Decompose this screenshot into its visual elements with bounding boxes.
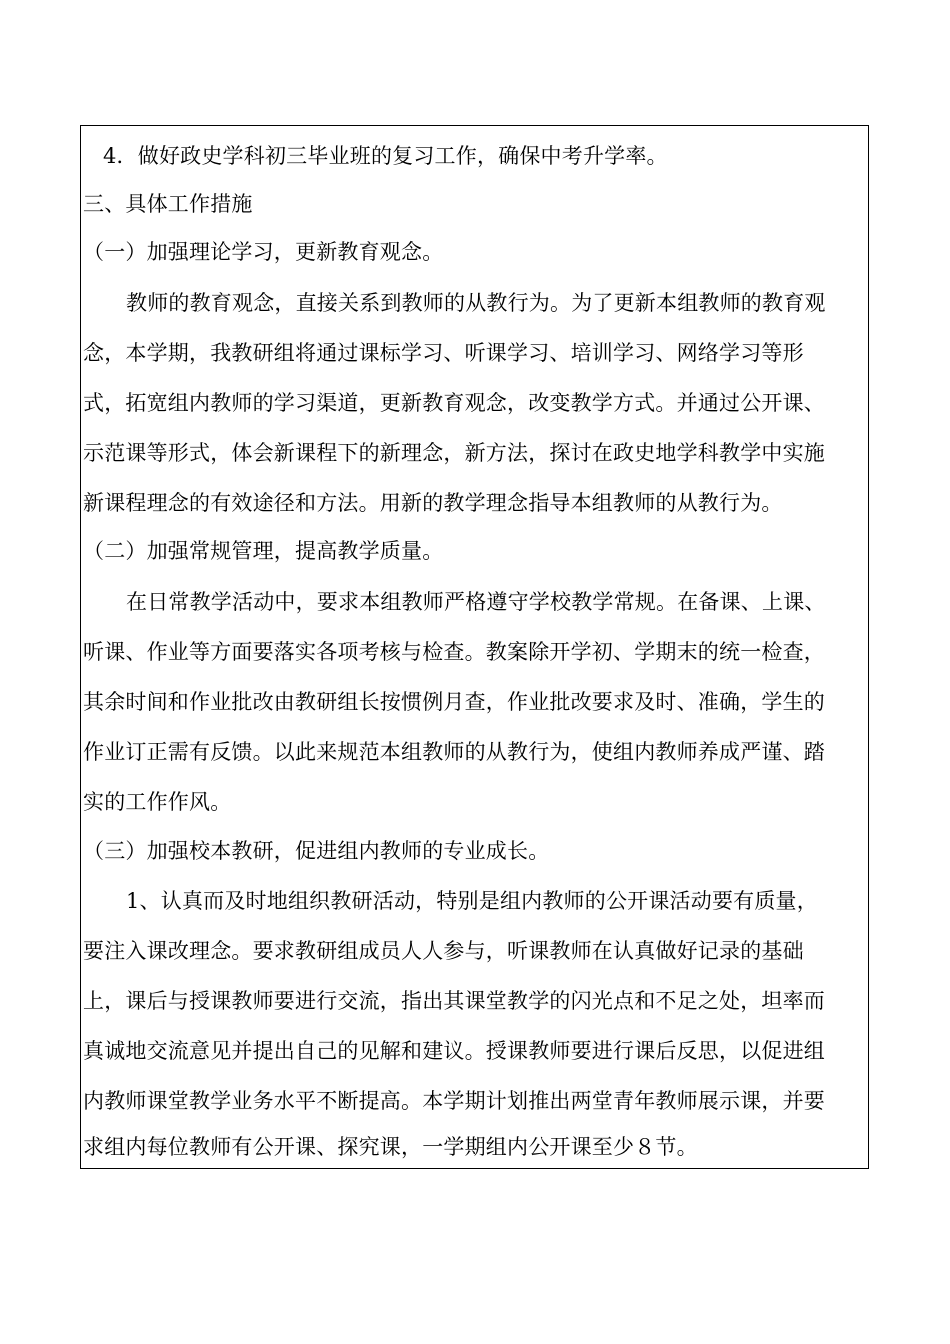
subsection-heading-1: （一）加强理论学习，更新教育观念。 xyxy=(83,240,444,264)
paragraph-line: 念，本学期，我教研组将通过课标学习、听课学习、培训学习、网络学习等形 xyxy=(83,341,804,365)
paragraph-line: 要注入课改理念。要求教研组成员人人参与，听课教师在认真做好记录的基础 xyxy=(83,939,804,963)
paragraph-line: 听课、作业等方面要落实各项考核与检查。教案除开学初、学期末的统一检查， xyxy=(83,640,825,664)
paragraph-line: 求组内每位教师有公开课、探究课，一学期组内公开课至少８节。 xyxy=(83,1135,698,1159)
paragraph-line: 新课程理念的有效途径和方法。用新的教学理念指导本组教师的从教行为。 xyxy=(83,491,783,515)
section-heading: 三、具体工作措施 xyxy=(83,192,253,216)
paragraph-line: 示范课等形式，体会新课程下的新理念，新方法，探讨在政史地学科教学中实施 xyxy=(83,441,825,465)
paragraph-line: 上，课后与授课教师要进行交流，指出其课堂教学的闪光点和不足之处，坦率而 xyxy=(83,989,825,1013)
paragraph-line: 作业订正需有反馈。以此来规范本组教师的从教行为，使组内教师养成严谨、踏 xyxy=(83,740,825,764)
subsection-heading-3: （三）加强校本教研，促进组内教师的专业成长。 xyxy=(83,839,550,863)
paragraph-line: 实的工作作风。 xyxy=(83,790,232,814)
goal-item-4: 4．做好政史学科初三毕业班的复习工作，确保中考升学率。 xyxy=(103,144,668,168)
paragraph-line: 式，拓宽组内教师的学习渠道，更新教育观念，改变教学方式。并通过公开课、 xyxy=(83,391,825,415)
document-body xyxy=(81,126,868,1168)
paragraph-line: 真诚地交流意见并提出自己的见解和建议。授课教师要进行课后反思，以促进组 xyxy=(83,1039,825,1063)
paragraph-line: 在日常教学活动中，要求本组教师严格遵守学校教学常规。在备课、上课、 xyxy=(126,590,826,614)
paragraph-line: 教师的教育观念，直接关系到教师的从教行为。为了更新本组教师的教育观 xyxy=(126,291,826,315)
subsection-heading-2: （二）加强常规管理，提高教学质量。 xyxy=(83,539,444,563)
paragraph-line: 其余时间和作业批改由教研组长按惯例月查，作业批改要求及时、准确，学生的 xyxy=(83,690,825,714)
document-frame xyxy=(80,125,869,1169)
paragraph-line: 1、认真而及时地组织教研活动，特别是组内教师的公开课活动要有质量， xyxy=(126,889,818,913)
paragraph-line: 内教师课堂教学业务水平不断提高。本学期计划推出两堂青年教师展示课，并要 xyxy=(83,1089,825,1113)
